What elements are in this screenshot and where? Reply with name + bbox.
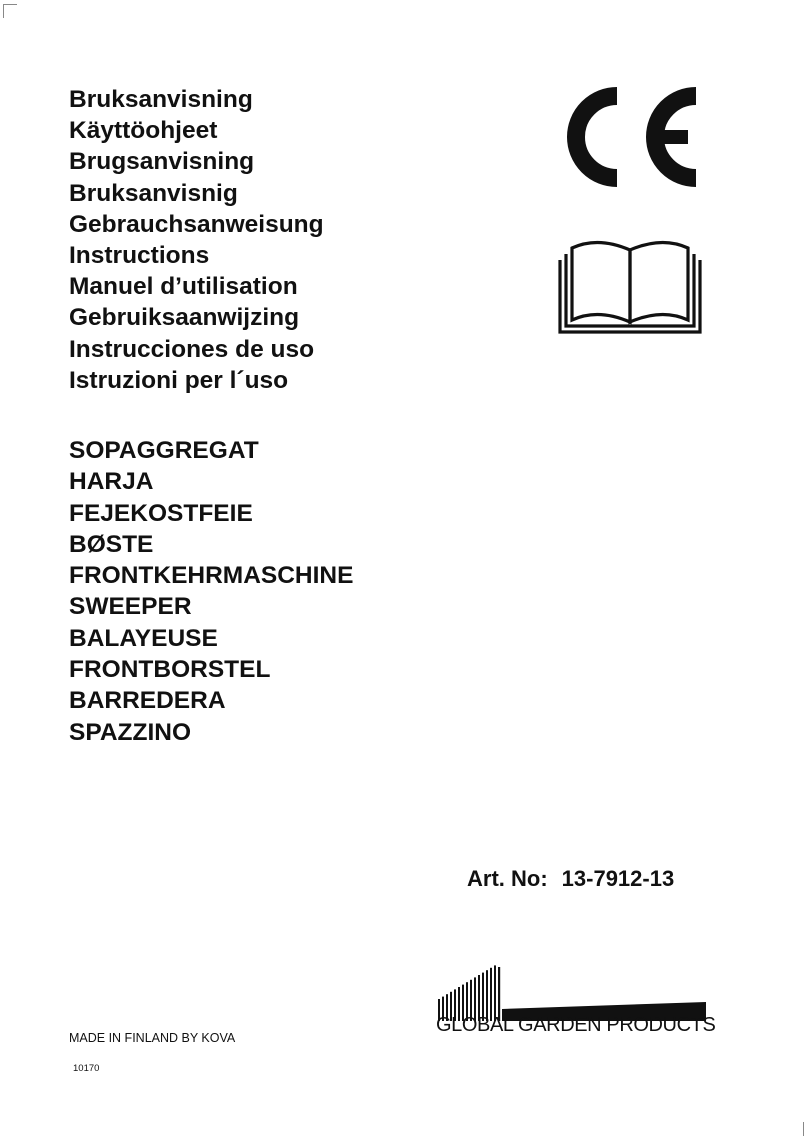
product-name: HARJA [69,468,154,496]
manual-title: Instrucciones de uso [69,335,315,363]
product-name: SPAZZINO [69,718,192,746]
document-code: 10170 [73,1063,100,1074]
product-name: SOPAGGREGAT [69,437,259,464]
brand-name: GLOBAL GARDEN PRODUCTS [436,1014,716,1036]
article-number [467,866,674,892]
manual-title: Gebruiksaanwijzing [69,304,300,332]
article-number-label: Art. No: [467,866,548,891]
product-name: SWEEPER [69,593,192,621]
manual-title: Bruksanvisnig [69,179,238,207]
logo-bar [494,965,496,1021]
read-manual-book-icon [558,236,702,336]
manual-title-list [69,84,324,396]
manual-title: Manuel d’utilisation [69,273,298,301]
manual-title: Brugsanvisning [69,148,255,176]
made-in-text: MADE IN FINLAND BY KOVA [69,1031,236,1045]
manual-title: Istruzioni per l´uso [69,366,289,394]
crop-mark-left-horizontal [3,4,17,5]
ce-mark-icon [557,87,702,187]
product-name: FRONTKEHRMASCHINE [69,562,354,590]
crop-mark-left-vertical [3,4,4,18]
product-name: FEJEKOSTFEIE [69,499,253,527]
product-name: FRONTBORSTEL [69,656,271,684]
manual-title: Gebrauchsanweisung [69,210,324,238]
product-name: BALAYEUSE [69,624,218,652]
product-name: BØSTE [69,530,154,558]
manual-title: Bruksanvisning [69,86,253,113]
product-name-list [69,435,353,748]
logo-post [498,967,500,1021]
article-number-value: 13-7912-13 [561,866,675,891]
manual-title: Instructions [69,242,210,270]
crop-mark-right-vertical [803,1122,804,1136]
product-name: BARREDERA [69,687,226,715]
manual-title: Käyttöohjeet [69,117,218,145]
